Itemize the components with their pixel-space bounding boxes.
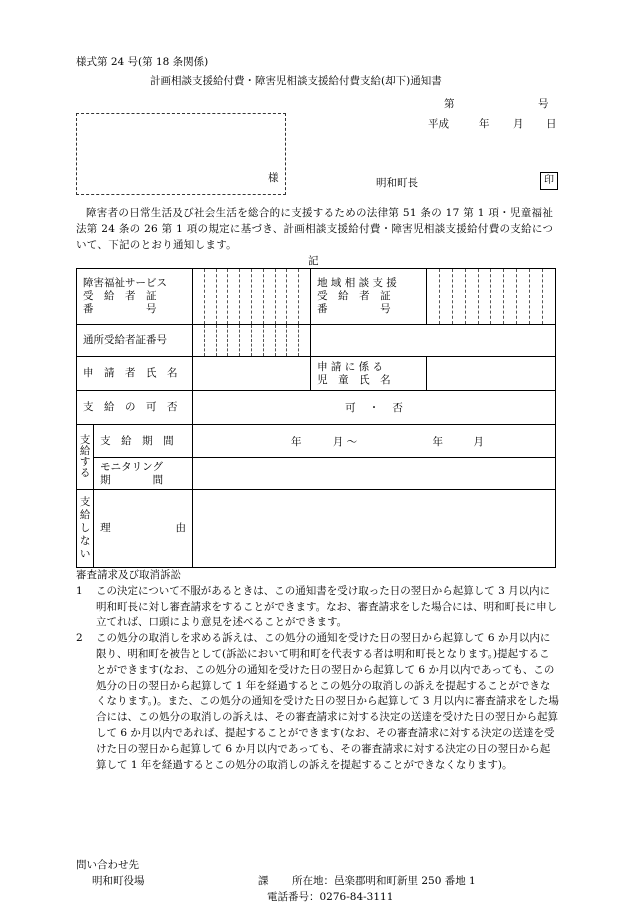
seal-mark: 印	[540, 172, 558, 190]
nogrant-group-label: 支 給 し な い	[77, 490, 94, 568]
intro-paragraph: 障害者の日常生活及び社会生活を総合的に支援するための法律第 51 条の 17 第 1 項・児童福祉法第 24 条の 26 第 1 項の規定に基づき、計画相談支援給付費・障害児相談支援給付費の支給について、下記のとおり通知します。	[76, 207, 554, 251]
welfare-cert-digit[interactable]	[299, 269, 311, 325]
doc-number-suffix: 号	[538, 98, 549, 110]
issuer-name: 明和町長	[376, 177, 418, 189]
daycare-cert-label: 通所受給者証番号	[77, 325, 193, 357]
monitoring-field[interactable]	[192, 458, 555, 490]
regional-cert-digit[interactable]	[478, 269, 491, 325]
regional-cert-digit[interactable]	[465, 269, 478, 325]
form-number: 様式第 24 号(第 18 条関係)	[76, 56, 209, 68]
regional-cert-digit[interactable]	[427, 269, 440, 325]
date-era: 平成	[428, 118, 449, 130]
regional-cert-digit[interactable]	[504, 269, 517, 325]
contact-office: 明和町役場	[92, 875, 145, 887]
appeal-section	[76, 568, 560, 773]
daycare-cert-digit[interactable]	[252, 325, 264, 357]
addressee-box[interactable]	[76, 113, 286, 195]
welfare-cert-digit[interactable]	[228, 269, 240, 325]
regional-cert-digit[interactable]	[542, 269, 555, 325]
regional-cert-label: 地 域 相 談 支 援 受 給 者 証 番 号	[311, 269, 427, 325]
document-title: 計画相談支援給付費・障害児相談支援給付費支給(却下)通知書	[150, 75, 442, 87]
ki-label: 記	[308, 255, 319, 267]
reason-field[interactable]	[192, 490, 555, 568]
appeal-item-2: 2 この処分の取消しを求める訴えは、この処分の通知を受けた日の翌日から起算して 6 か月以内に限り、明和町を被告として(訴訟において明和町を代表する者は明和町長となります。)提起することができます(なお、この処分の通知を受けた日の翌日から起算して 6 か月以内であっても、この処分の日の翌日から起算して 1 年を経過するとこの処分の取消しの訴えを提起することができなくなります。)。また、この処分の通知を受けた日の翌日から起算して 3 月以内に審査請求をした場合には、この処分の取消しの訴えは、その審査請求に対する決定の送達を受けた日の翌日から起算して 6 か月以内であれば、提起することができます(なお、その審査請求に対する決定の送達を受けた日の翌日から起算して 6 か月以内であっても、その審査請求に対する決定の日の翌日から起算して 1 年を経過するとこの処分の取消しの訴えを提起することができなくなります)。	[76, 632, 559, 771]
regional-cert-digit[interactable]	[517, 269, 530, 325]
decision-field[interactable]: 可 ・ 否	[192, 391, 555, 425]
monitoring-label: モニタリング 期 間	[94, 458, 193, 490]
welfare-cert-digit[interactable]	[263, 269, 275, 325]
contact-section: 課	[258, 875, 269, 887]
child-name-label: 申 請 に 係 る 児 童 氏 名	[311, 357, 427, 391]
daycare-cert-digit[interactable]	[275, 325, 287, 357]
welfare-cert-digit[interactable]	[192, 269, 204, 325]
daycare-cert-digit[interactable]	[299, 325, 311, 357]
regional-cert-digit[interactable]	[530, 269, 543, 325]
daycare-cert-digit[interactable]	[240, 325, 252, 357]
reason-label: 理 由	[94, 490, 193, 568]
daycare-cert-digit[interactable]	[228, 325, 240, 357]
contact-heading: 問い合わせ先	[76, 859, 139, 871]
welfare-cert-digit[interactable]	[275, 269, 287, 325]
daycare-cert-digit[interactable]	[287, 325, 299, 357]
empty-cell	[311, 325, 556, 357]
date-year: 年	[479, 118, 490, 130]
regional-cert-digit[interactable]	[452, 269, 465, 325]
welfare-cert-digit[interactable]	[252, 269, 264, 325]
child-name-field[interactable]	[427, 357, 556, 391]
daycare-cert-digit[interactable]	[192, 325, 204, 357]
contact-phone: 電話番号：0276-84-3111	[267, 891, 394, 903]
period-label: 支 給 期 間	[94, 425, 193, 458]
regional-cert-digit[interactable]	[439, 269, 452, 325]
date-day: 日	[546, 118, 557, 130]
period-field[interactable]: 年 月 〜 年 月	[192, 425, 555, 458]
grant-group-label: 支 給 す る	[77, 425, 94, 490]
applicant-name-field[interactable]	[192, 357, 310, 391]
regional-cert-digit[interactable]	[491, 269, 504, 325]
date-month: 月	[513, 118, 524, 130]
welfare-cert-digit[interactable]	[287, 269, 299, 325]
appeal-item-1: 1 この決定について不服があるときは、この通知書を受け取った日の翌日から起算して 3 月以内に明和町長に対し審査請求をすることができます。なお、審査請求をした場合には、明和町長に申し立てれば、口頭により意見を述べることができます。	[76, 584, 558, 629]
daycare-cert-digit[interactable]	[204, 325, 216, 357]
welfare-cert-label: 障害福祉サービス 受 給 者 証 番 号	[77, 269, 193, 325]
appeal-heading: 審査請求及び取消訴訟	[76, 569, 181, 581]
welfare-cert-digit[interactable]	[204, 269, 216, 325]
addressee-honorific: 様	[268, 172, 279, 184]
applicant-name-label: 申 請 者 氏 名	[77, 357, 193, 391]
notification-table	[76, 268, 556, 568]
contact-address: 所在地：邑楽郡明和町新里 250 番地 1	[292, 875, 476, 887]
doc-number-prefix: 第	[444, 98, 455, 110]
decision-label: 支 給 の 可 否	[77, 391, 193, 425]
welfare-cert-digit[interactable]	[216, 269, 228, 325]
daycare-cert-digit[interactable]	[216, 325, 228, 357]
welfare-cert-digit[interactable]	[240, 269, 252, 325]
daycare-cert-digit[interactable]	[263, 325, 275, 357]
